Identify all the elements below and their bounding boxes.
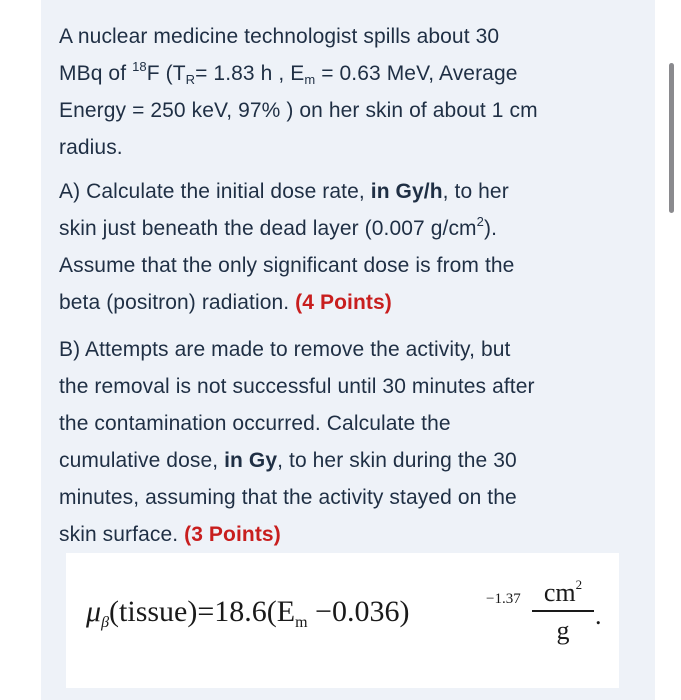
part-b-line-5: minutes, assuming that the activity stayed on the bbox=[59, 486, 517, 509]
unit-denominator: g bbox=[556, 616, 570, 645]
part-a-line-3: Assume that the only significant dose is from the bbox=[59, 254, 515, 277]
part-b-line-4: cumulative dose, in Gy, to her skin during the 30 bbox=[59, 449, 517, 472]
part-b-line-6: skin surface. (3 Points) bbox=[59, 523, 281, 546]
formula-exponent: −1.37 bbox=[486, 591, 521, 607]
part-a-line-1: A) Calculate the initial dose rate, in Gy/h, to her bbox=[59, 180, 509, 203]
scrollbar[interactable] bbox=[669, 63, 674, 213]
attenuation-formula bbox=[86, 553, 616, 688]
unit-gy: in Gy bbox=[224, 449, 278, 472]
part-a bbox=[59, 173, 629, 321]
problem-line-1: A nuclear medicine technologist spills about 30 bbox=[59, 25, 500, 48]
points-badge-b: (3 Points) bbox=[184, 523, 281, 546]
formula-main: $\mu_\beta(tissue)=18.6(E_m -0.036)$ bbox=[86, 595, 410, 631]
problem-line-3: Energy = 250 keV, 97% ) on her skin of about 1 cm bbox=[59, 99, 538, 122]
formula-image bbox=[66, 553, 619, 688]
problem-line-2: MBq of $^{18}$F ($T_R= 1.83$ h , $E_m = 0.63$ MeV, Average bbox=[59, 59, 518, 87]
part-a-line-2: skin just beneath the dead layer (0.007 $g/cm^2$). bbox=[59, 214, 498, 240]
formula-units bbox=[532, 578, 594, 646]
problem-line-4: radius. bbox=[59, 136, 123, 159]
part-b-line-1: B) Attempts are made to remove the activity, but bbox=[59, 338, 511, 361]
unit-gy-per-h: in Gy/h bbox=[370, 180, 443, 203]
unit-numerator: $cm^2$ bbox=[532, 578, 594, 612]
part-a-line-4: beta (positron) radiation. (4 Points) bbox=[59, 291, 392, 314]
part-b-line-2: the removal is not successful until 30 minutes after bbox=[59, 375, 535, 398]
part-b-line-3: the contamination occurred. Calculate the bbox=[59, 412, 451, 435]
formula-period: . bbox=[595, 601, 602, 630]
problem-statement bbox=[59, 18, 629, 166]
part-b bbox=[59, 331, 629, 553]
points-badge-a: (4 Points) bbox=[295, 291, 392, 314]
